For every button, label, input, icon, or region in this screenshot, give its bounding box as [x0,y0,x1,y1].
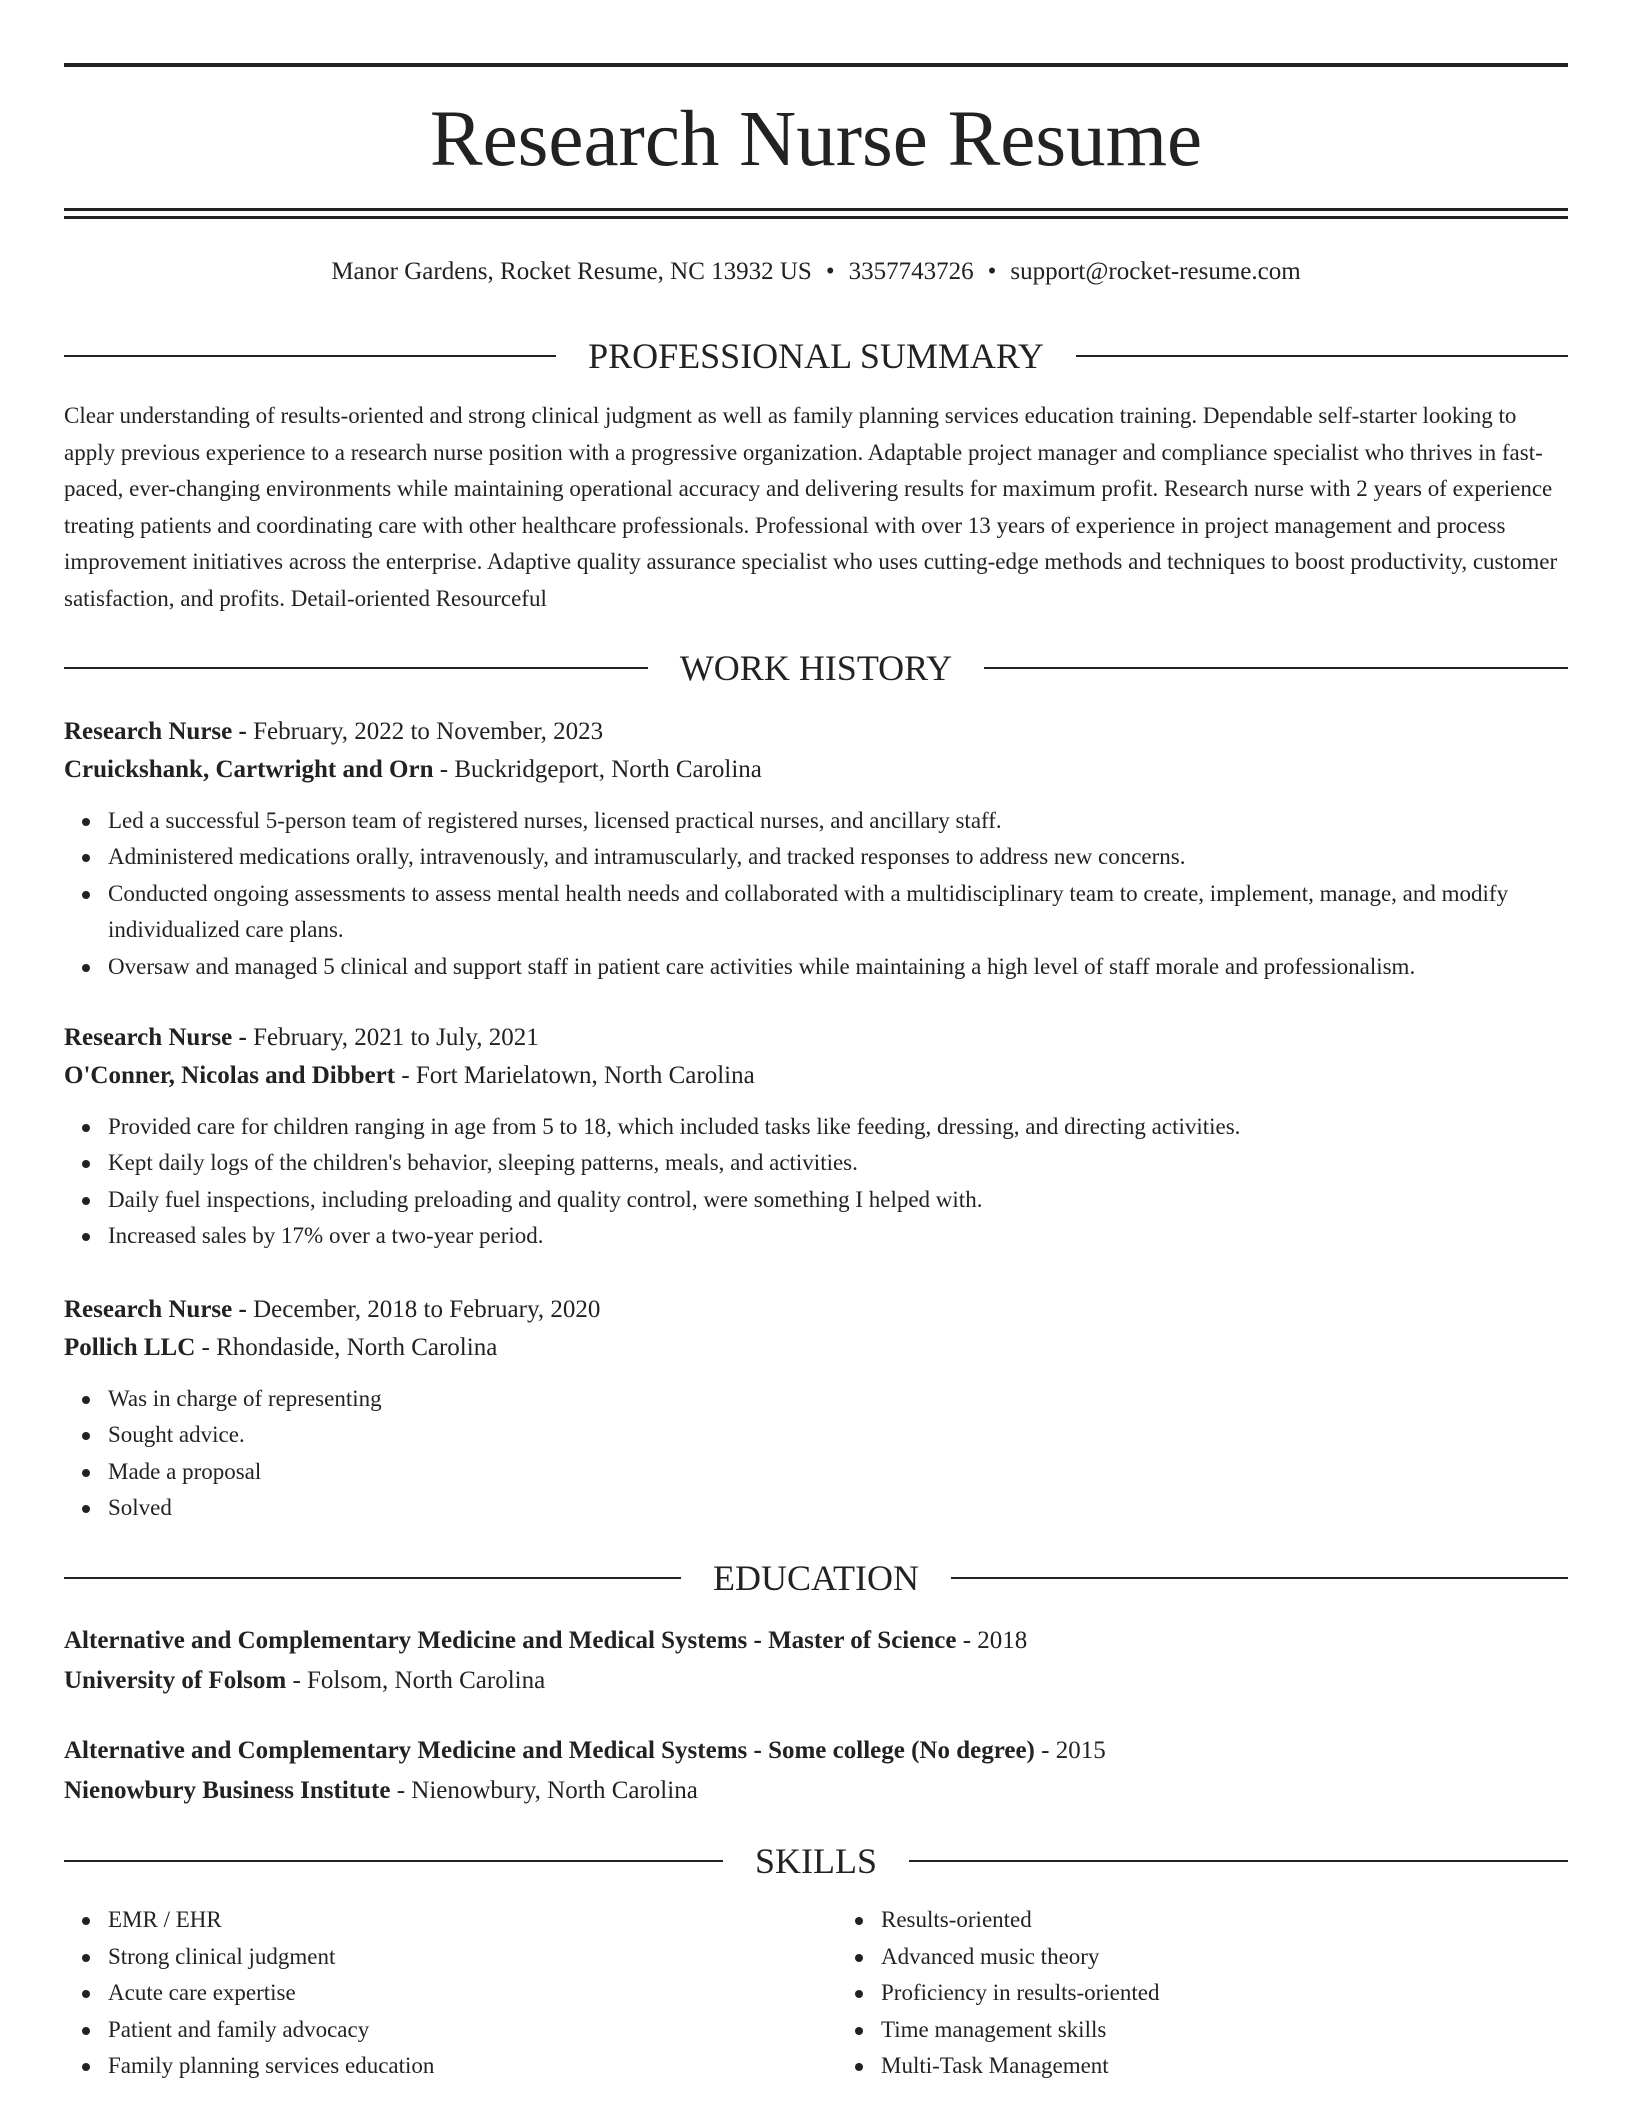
list-item: Provided care for children ranging in age from 5 to 18, which included tasks like feeding, dressing, and directing activities. [108,1109,1568,1145]
job-location: Buckridgeport, North Carolina [454,756,762,783]
contact-email: support@rocket-resume.com [1010,258,1301,285]
section-title: WORK HISTORY [679,648,953,688]
dash: - [439,756,449,783]
education-school-line [64,1771,1568,1811]
summary-text: Clear understanding of results-oriented and strong clinical judgment as well as family planning services education training. Dependable self-starter looking to apply previous experience to a research nurse position with a progressive organization. Adaptable project manager and compliance specialist who thrives in fast-paced, ever-changing environments while maintaining operational accuracy and delivering results for maximum profit. Research nurse with 2 years of experience treating patients and coordinating care with other healthcare professionals. Professional with over 13 years of experience in project management and process improvement initiatives across the enterprise. Adaptive quality assurance specialist who uses cutting-edge methods and techniques to boost productivity, customer satisfaction, and profits. Detail-oriented Resourceful [64,403,1558,611]
heading-rule-left [64,1860,723,1862]
heading-rule-right [984,667,1568,669]
section-heading-skills [64,1839,1568,1883]
dash: - [292,1667,301,1694]
heading-rule-right [909,1860,1568,1862]
education-year: 2018 [977,1627,1028,1654]
job-dates: December, 2018 to February, 2020 [253,1296,601,1323]
dash: - [238,1296,247,1323]
education-location: Folsom, North Carolina [307,1667,546,1694]
dash: - [238,1024,247,1051]
job-dates: February, 2022 to November, 2023 [253,718,604,745]
list-item: Led a successful 5-person team of registered nurses, licensed practical nurses, and ancillary staff. [108,803,1568,839]
skill-item: Multi-Task Management [881,2048,1568,2085]
education-entry [64,1731,1568,1811]
contact-separator: • [987,258,997,285]
section-title: SKILLS [755,1841,878,1881]
list-item: Conducted ongoing assessments to assess mental health needs and collaborated with a multidisciplinary team to create, implement, manage, and modify individualized care plans. [108,876,1568,949]
job-company: O'Conner, Nicolas and Dibbert [64,1062,396,1089]
section-title: PROFESSIONAL SUMMARY [588,336,1044,376]
job-title: Research Nurse [64,1024,233,1051]
education-degree-line [64,1731,1568,1771]
heading-rule-right [951,1577,1568,1579]
job-entry [64,1019,1568,1255]
skill-item: Advanced music theory [881,1939,1568,1976]
skill-item: Time management skills [881,2012,1568,2049]
heading-rule-left [64,1577,681,1579]
skills-column-right [837,1902,1568,2085]
skill-item: Strong clinical judgment [108,1939,795,1976]
education-year: 2015 [1055,1737,1106,1764]
list-item: Sought advice. [108,1417,1568,1453]
education-entry [64,1621,1568,1701]
skill-item: Proficiency in results-oriented [881,1975,1568,2012]
section-heading-summary [64,334,1568,378]
education-degree-line [64,1621,1568,1661]
section-title: EDUCATION [713,1558,919,1598]
skill-item: EMR / EHR [108,1902,795,1939]
skill-item: Acute care expertise [108,1975,795,2012]
contact-address: Manor Gardens, Rocket Resume, NC 13932 US [331,258,812,285]
dash: - [1041,1737,1050,1764]
header-double-rule-bottom [64,216,1568,219]
job-company-line [64,1057,1568,1095]
list-item: Kept daily logs of the children's behavior, sleeping patterns, meals, and activities. [108,1145,1568,1181]
job-bullets [64,803,1568,985]
skill-item: Patient and family advocacy [108,2012,795,2049]
list-item: Daily fuel inspections, including preloading and quality control, were something I helped with. [108,1182,1568,1218]
section-heading-work-history [64,646,1568,690]
header-double-rule-top [64,208,1568,211]
job-company: Pollich LLC [64,1334,196,1361]
skill-item: Results-oriented [881,1902,1568,1939]
dash: - [201,1334,210,1361]
education-degree: Alternative and Complementary Medicine and Medical Systems - Some college (No degree) [64,1737,1035,1764]
job-title-line [64,713,1568,751]
job-bullets [64,1109,1568,1255]
list-item: Increased sales by 17% over a two-year period. [108,1218,1568,1254]
dash: - [396,1777,406,1804]
job-location: Fort Marielatown, North Carolina [415,1062,755,1089]
list-item: Was in charge of representing [108,1381,1568,1417]
list-item: Oversaw and managed 5 clinical and support staff in patient care activities while maintaining a high level of staff morale and professionalism. [108,949,1568,985]
list-item: Solved [108,1490,1568,1526]
contact-phone: 3357743726 [848,258,974,285]
job-title: Research Nurse [64,718,233,745]
job-location: Rhondaside, North Carolina [216,1334,498,1361]
job-dates: February, 2021 to July, 2021 [253,1024,539,1051]
heading-rule-right [1076,355,1568,357]
list-item: Administered medications orally, intravenously, and intramuscularly, and tracked responses to address new concerns. [108,839,1568,875]
job-company: Cruickshank, Cartwright and Orn [64,756,434,783]
education-school: University of Folsom [64,1667,287,1694]
skill-item: Family planning services education [108,2048,795,2085]
job-entry [64,1291,1568,1527]
skills-column-left [64,1902,795,2085]
job-title-line [64,1019,1568,1057]
job-title-line [64,1291,1568,1329]
job-bullets [64,1381,1568,1527]
dash: - [238,718,247,745]
contact-info [64,254,1568,290]
heading-rule-left [64,667,648,669]
resume-title: Research Nurse Resume [429,96,1203,183]
education-school: Nienowbury Business Institute [64,1777,391,1804]
section-heading-education [64,1556,1568,1600]
contact-separator: • [825,258,835,285]
heading-rule-left [64,355,556,357]
dash: - [401,1062,410,1089]
education-school-line [64,1661,1568,1701]
job-company-line [64,751,1568,789]
job-entry [64,713,1568,985]
education-degree: Alternative and Complementary Medicine and Medical Systems - Master of Science [64,1627,957,1654]
job-company-line [64,1329,1568,1367]
list-item: Made a proposal [108,1454,1568,1490]
header-top-rule [64,63,1568,67]
job-title: Research Nurse [64,1296,233,1323]
dash: - [962,1627,972,1654]
skills-list [64,1902,1568,2085]
education-location: Nienowbury, North Carolina [411,1777,698,1804]
